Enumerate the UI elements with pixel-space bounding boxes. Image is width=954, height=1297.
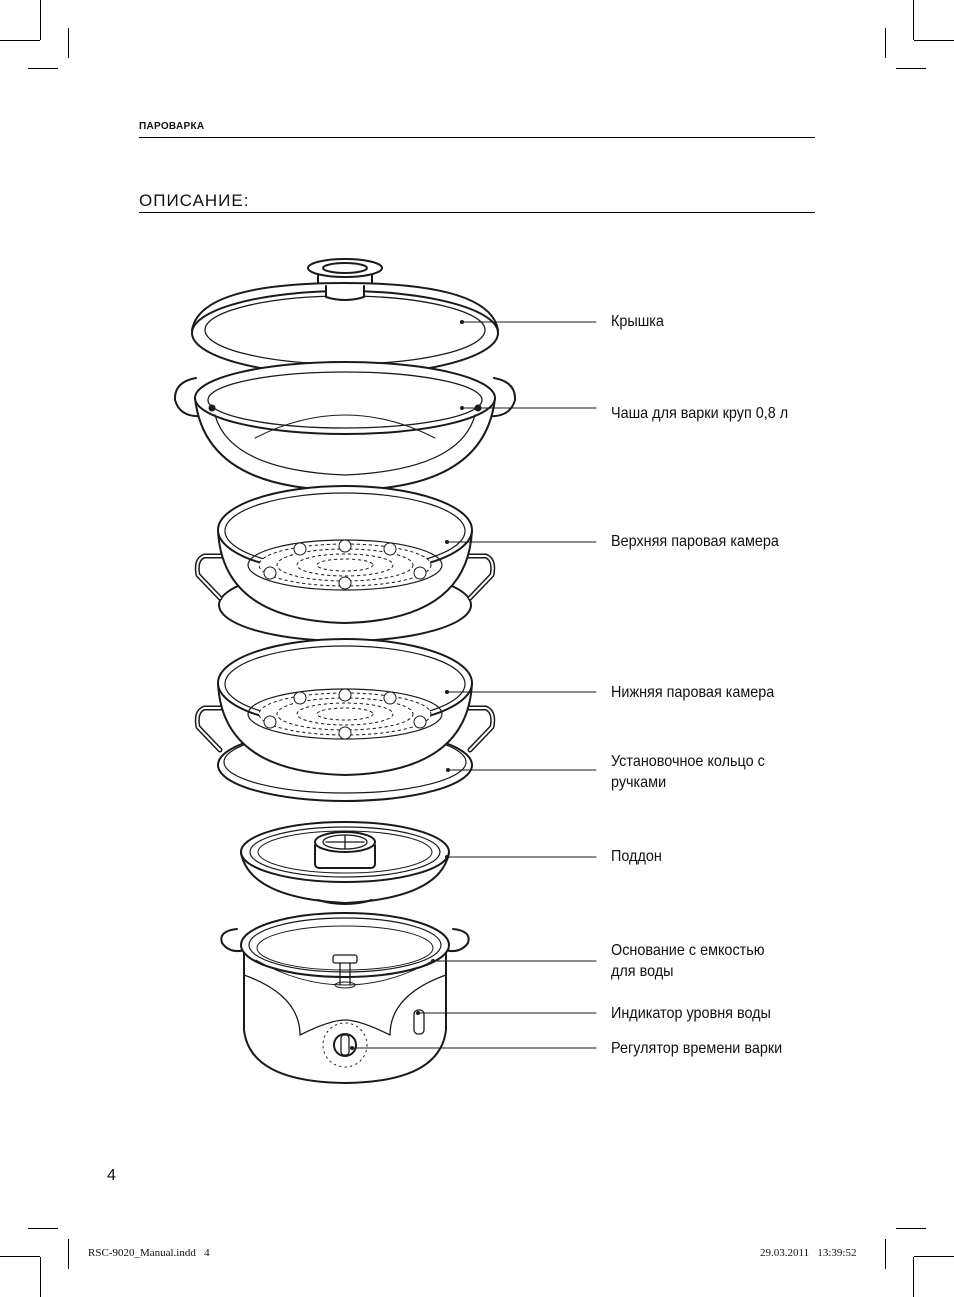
lid-drawing [192,259,498,375]
callout-upper-chamber: Верхняя паровая камера [611,533,779,550]
lower-chamber-drawing [197,639,493,801]
callout-lid: Крышка [611,313,664,330]
callout-drip-tray: Поддон [611,848,662,865]
callout-ring-line1: Установочное кольцо с [611,753,765,770]
callout-base-line1: Основание с емкостью [611,942,765,959]
drip-tray-drawing [241,822,449,904]
running-header: ПАРОВАРКА [139,121,205,132]
page-number: 4 [107,1167,116,1184]
callout-base [611,940,765,982]
base-drawing [221,913,468,1083]
slug-file: RSC-9020_Manual.indd 4 [88,1247,210,1259]
callout-ring-line2: ручками [611,774,667,791]
callout-base-line2: для воды [611,963,674,980]
callout-rice-bowl: Чаша для варки круп 0,8 л [611,405,789,422]
slug-datetime: 29.03.2011 13:39:52 [760,1247,857,1259]
callout-ring [611,751,765,793]
section-title: ОПИСАНИЕ: [139,191,250,210]
rice-bowl-drawing [175,362,515,490]
callout-timer: Регулятор времени варки [611,1040,783,1057]
callout-water-level: Индикатор уровня воды [611,1005,771,1022]
upper-chamber-drawing [197,486,493,641]
callout-lower-chamber: Нижняя паровая камера [611,684,775,701]
